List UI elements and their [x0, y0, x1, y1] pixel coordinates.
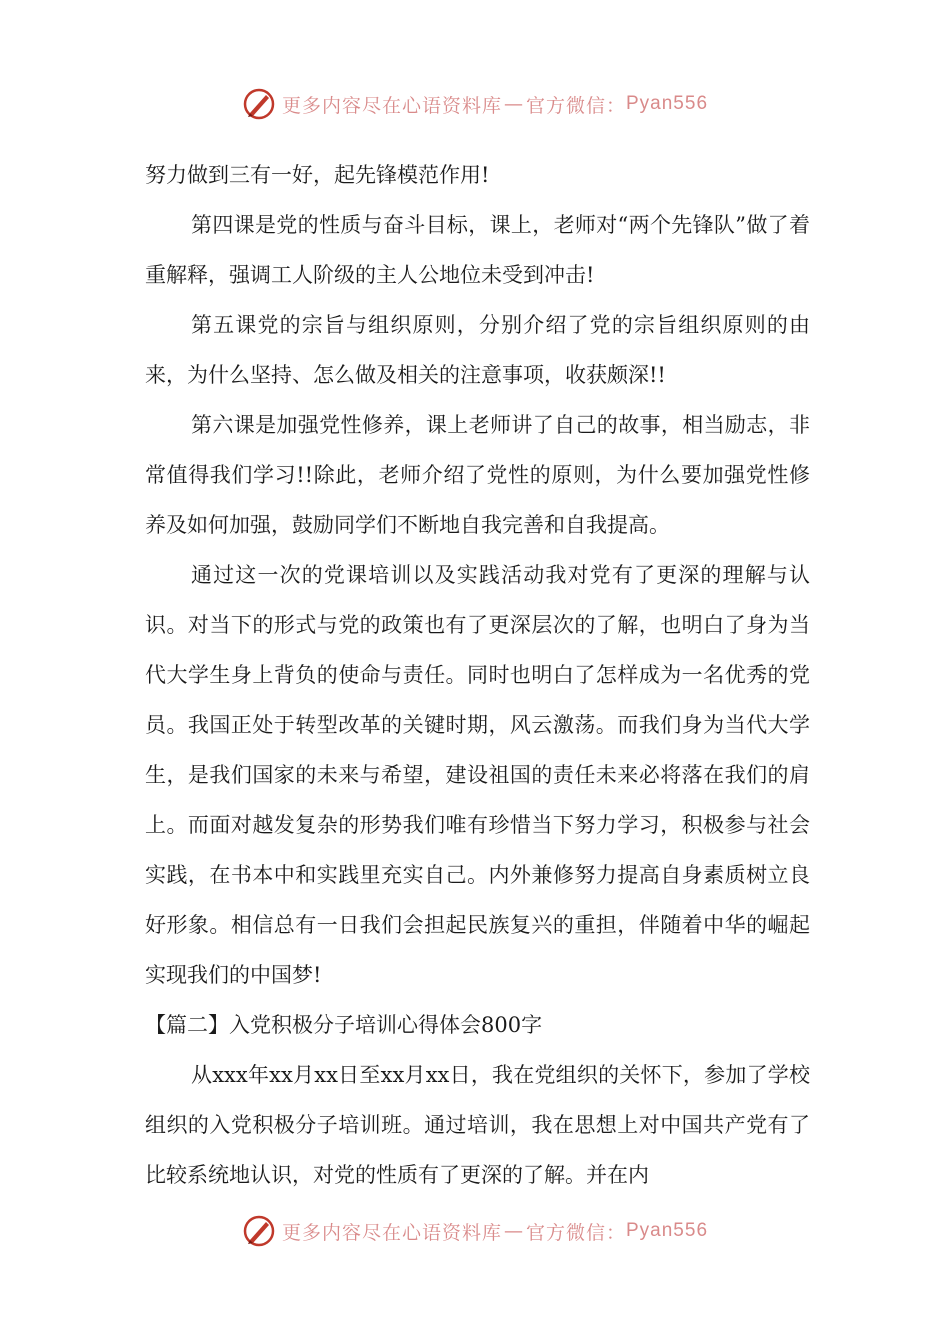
- watermark-header: [0, 84, 950, 124]
- watermark-dash: —: [503, 93, 524, 115]
- watermark-site-name: 更多内容尽在心语资料库: [281, 94, 502, 117]
- watermark-footer: [0, 1211, 950, 1251]
- paragraph-5: 通过这一次的党课培训以及实践活动我对党有了更深的理解与认识。对当下的形式与党的政策也有了更深层次的了解，也明白了身为当代大学生身上背负的使命与责任。同时也明白了怎样成为一名优秀的党员。我国正处于转型改革的关键时期，风云激荡。而我们身为当代大学生，是我们国家的未来与希望，建设祖国的责任未来必将落在我们的肩上。而面对越发复杂的形势我们唯有珍惜当下努力学习，积极参与社会实践，在书本中和实践里充实自己。内外兼修努力提高自身素质树立良好形象。相信总有一日我们会担起民族复兴的重担，伴随着中华的崛起实现我们的中国梦!: [145, 563, 810, 987]
- paragraph-1: 努力做到三有一好，起先锋模范作用!: [145, 163, 490, 187]
- pen-logo-icon: [242, 1214, 276, 1248]
- watermark-wechat-label: 官方微信：: [525, 1221, 626, 1244]
- paragraph-3: 第五课党的宗旨与组织原则，分别介绍了党的宗旨组织原则的由来，为什么坚持、怎么做及相关的注意事项，收获颇深!!: [145, 313, 810, 387]
- watermark-dash: —: [503, 1220, 524, 1242]
- document-body: [145, 150, 810, 1200]
- watermark-wechat-id: Pyan556: [626, 1220, 709, 1241]
- watermark-wechat-label: 官方微信：: [525, 94, 626, 117]
- watermark-site-name: 更多内容尽在心语资料库: [281, 1221, 502, 1244]
- section-heading: 【篇二】入党积极分子培训心得体会800字: [145, 1013, 543, 1037]
- paragraph-2: 第四课是党的性质与奋斗目标，课上，老师对“两个先锋队”做了着重解释，强调工人阶级的主人公地位未受到冲击!: [145, 213, 810, 287]
- pen-logo-icon: [242, 87, 276, 121]
- paragraph-4: 第六课是加强党性修养，课上老师讲了自己的故事，相当励志，非常值得我们学习!!除此，老师介绍了党性的原则，为什么要加强党性修养及如何加强，鼓励同学们不断地自我完善和自我提高。: [145, 413, 810, 537]
- paragraph-6: 从xxx年xx月xx日至xx月xx日，我在党组织的关怀下，参加了学校组织的入党积极分子培训班。通过培训，我在思想上对中国共产党有了比较系统地认识，对党的性质有了更深的了解。并在内: [145, 1063, 810, 1187]
- watermark-wechat-id: Pyan556: [626, 93, 709, 114]
